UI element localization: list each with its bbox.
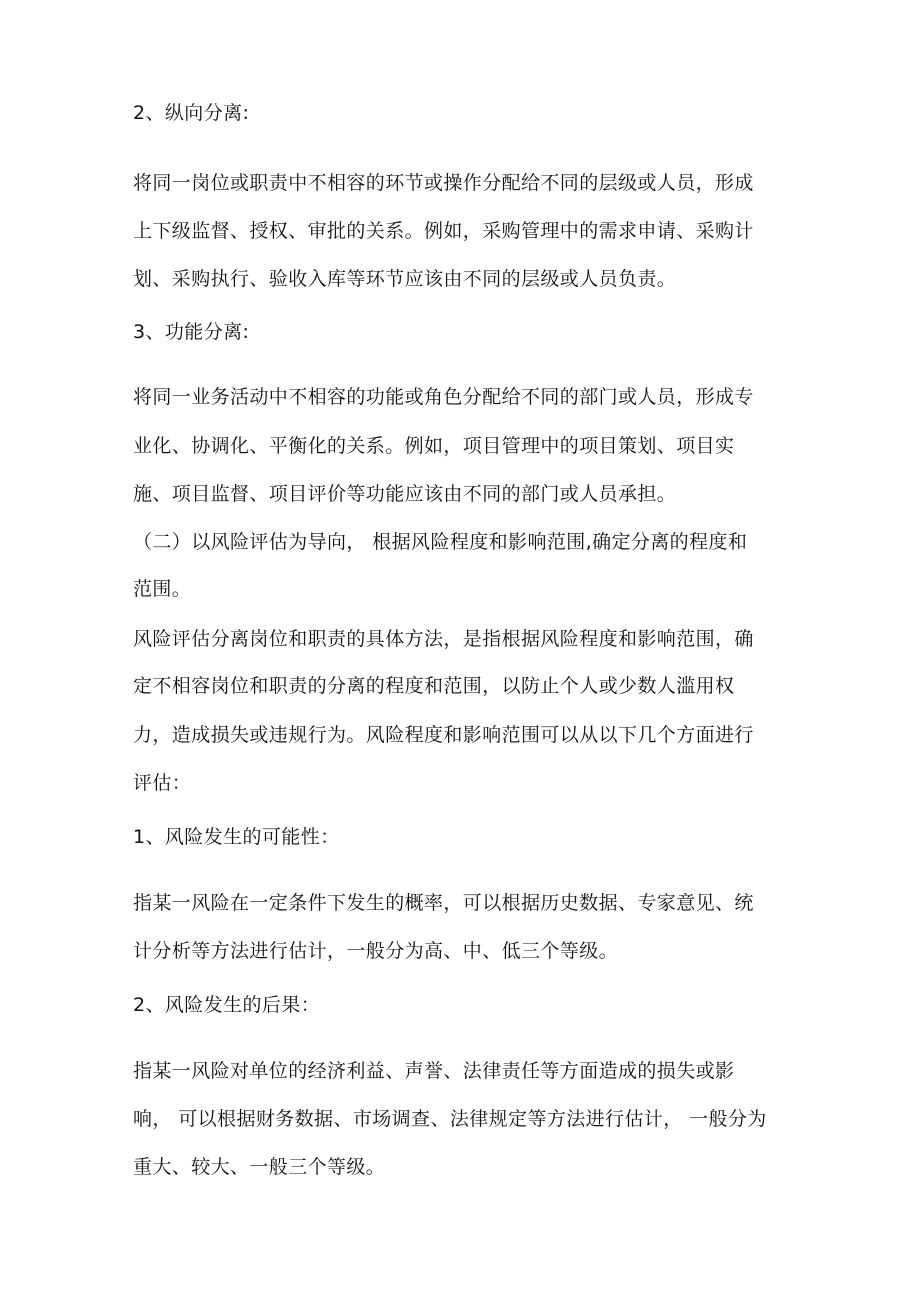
paragraph-line: 划、采购执行、验收入库等环节应该由不同的层级或人员负责。 xyxy=(133,268,677,290)
heading-risk-consequence: 2、风险发生的后果： xyxy=(133,994,321,1016)
paragraph-line: 风险评估分离岗位和职责的具体方法，是指根据风险程度和影响范围，确 xyxy=(133,628,754,650)
paragraph-line: 指某一风险在一定条件下发生的概率，可以根据历史数据、专家意见、统 xyxy=(133,892,754,914)
paragraph-line: 响， 可以根据财务数据、市场调查、法律规定等方法进行估计， 一般分为 xyxy=(133,1108,767,1130)
paragraph-line: 施、项目监督、项目评价等功能应该由不同的部门或人员承担。 xyxy=(133,483,677,505)
heading-risk-likelihood: 1、风险发生的可能性： xyxy=(133,826,340,848)
paragraph-line: 定不相容岗位和职责的分离的程度和范围，以防止个人或少数人滥用权 xyxy=(133,675,735,697)
heading-functional-separation: 3、功能分离: xyxy=(133,321,250,343)
paragraph-line: 重大、较大、一般三个等级。 xyxy=(133,1156,386,1178)
paragraph-line: 指某一风险对单位的经济利益、声誉、法律责任等方面造成的损失或影 xyxy=(133,1060,735,1082)
paragraph-line: 将同一业务活动中不相容的功能或角色分配给不同的部门或人员，形成专 xyxy=(133,386,754,408)
paragraph-line: 上下级监督、授权、审批的关系。例如，采购管理中的需求申请、采购计 xyxy=(133,220,754,242)
paragraph-line: 计分析等方法进行估计，一般分为高、中、低三个等级。 xyxy=(133,940,619,962)
paragraph-line: 将同一岗位或职责中不相容的环节或操作分配给不同的层级或人员，形成 xyxy=(133,172,754,194)
paragraph-line: 评估： xyxy=(133,772,192,794)
heading-vertical-separation: 2、纵向分离: xyxy=(133,102,250,124)
paragraph-line: 力，造成损失或违规行为。风险程度和影响范围可以从以下几个方面进行 xyxy=(133,724,754,746)
section-heading-continuation: 范围。 xyxy=(133,578,192,600)
paragraph-line: 业化、协调化、平衡化的关系。例如，项目管理中的项目策划、项目实 xyxy=(133,435,735,457)
section-heading-risk-oriented: （二）以风险评估为导向， 根据风险程度和影响范围,确定分离的程度和 xyxy=(133,531,748,553)
